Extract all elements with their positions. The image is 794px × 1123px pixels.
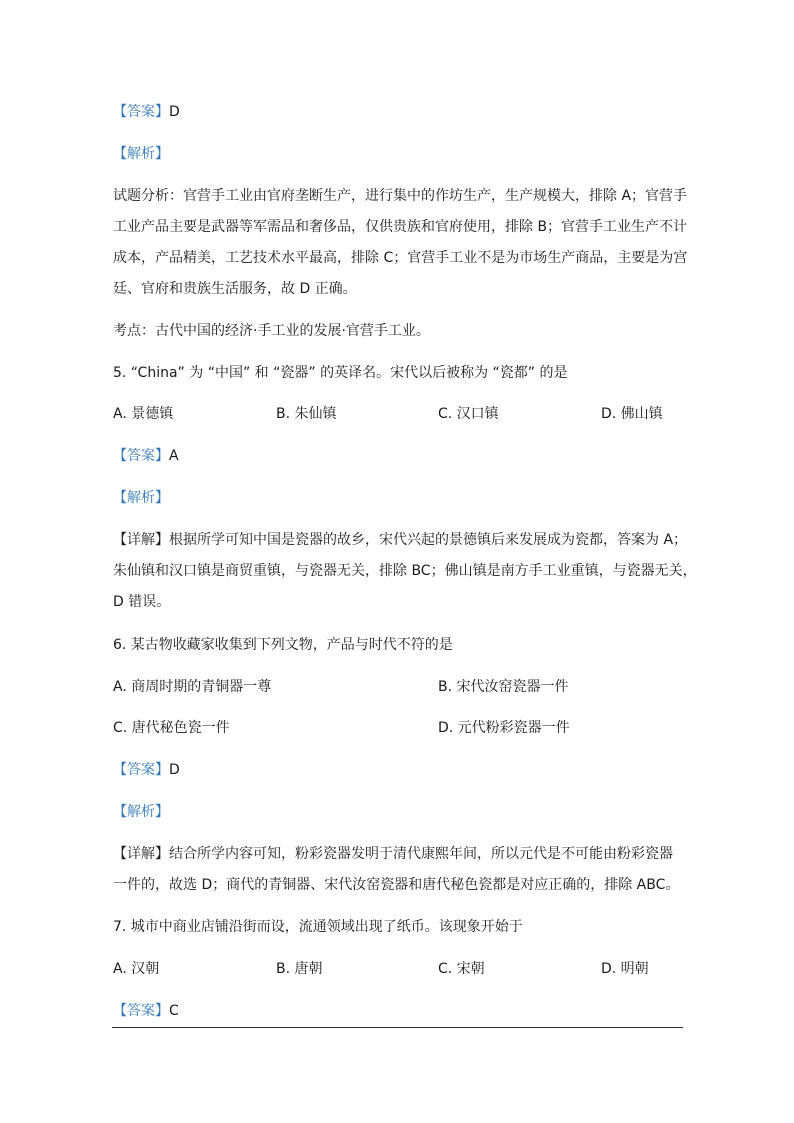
q5-stem: 5. “China” 为 “中国” 和 “瓷器” 的英译名。宋代以后被称为 “瓷都” 的是 <box>113 365 568 381</box>
q4-analysis-line: 试题分析：官营手工业由官府垄断生产，进行集中的作坊生产，生产规模大，排除 A；官营手 <box>113 188 688 204</box>
q5-answer-line <box>113 446 179 466</box>
q7-answer-line <box>113 1001 179 1021</box>
q6-detail-line: 一件的，故选 D；商代的青铜器、宋代汝窑瓷器和唐代秘色瓷都是对应正确的，排除 ABC。 <box>113 877 680 893</box>
answer-tag: 【答案】 <box>113 448 169 464</box>
q7-option-b: B. 唐朝 <box>276 961 323 977</box>
q4-analysis-line: 成本，产品精美，工艺技术水平最高，排除 C；官营手工业不是为市场生产商品，主要是为宫 <box>113 250 688 266</box>
analysis-tag: 【解析】 <box>113 146 169 162</box>
q6-answer-value: D <box>169 762 180 778</box>
q5-analysis-heading <box>113 488 169 508</box>
q7-stem: 7. 城市中商业店铺沿街而设，流通领域出现了纸币。该现象开始于 <box>113 919 523 935</box>
q5-option-b: B. 朱仙镇 <box>276 406 337 422</box>
answer-tag: 【答案】 <box>113 1003 169 1019</box>
detail-tag: 【详解】 <box>113 846 169 862</box>
q4-answer-line <box>113 102 180 122</box>
q5-option-c: C. 汉口镇 <box>438 406 499 422</box>
q7-option-d: D. 明朝 <box>601 961 649 977</box>
q6-detail-line <box>113 844 673 864</box>
q4-analysis-heading <box>113 144 169 164</box>
q5-answer-value: A <box>169 448 179 464</box>
q6-option-a: A. 商周时期的青铜器一尊 <box>113 679 272 695</box>
analysis-tag: 【解析】 <box>113 804 169 820</box>
q6-option-d: D. 元代粉彩瓷器一件 <box>438 720 570 736</box>
q6-option-b: B. 宋代汝窑瓷器一件 <box>438 679 569 695</box>
answer-tag: 【答案】 <box>113 762 169 778</box>
analysis-tag: 【解析】 <box>113 490 169 506</box>
answer-tag: 【答案】 <box>113 104 169 120</box>
q7-option-a: A. 汉朝 <box>113 961 160 977</box>
footer-divider <box>112 1027 683 1028</box>
q5-option-a: A. 景德镇 <box>113 406 174 422</box>
q5-detail-line: 朱仙镇和汉口镇是商贸重镇，与瓷器无关，排除 BC；佛山镇是南方手工业重镇，与瓷器无关， <box>113 563 697 579</box>
q6-option-c: C. 唐代秘色瓷一件 <box>113 720 230 736</box>
q5-option-d: D. 佛山镇 <box>601 406 663 422</box>
q4-answer-value: D <box>169 104 180 120</box>
q6-stem: 6. 某古物收藏家收集到下列文物，产品与时代不符的是 <box>113 637 453 653</box>
q4-analysis-line: 廷、官府和贵族生活服务，故 D 正确。 <box>113 281 357 297</box>
q6-answer-line <box>113 760 180 780</box>
q7-option-c: C. 宋朝 <box>438 961 485 977</box>
q5-detail-text: 根据所学可知中国是瓷器的故乡，宋代兴起的景德镇后来发展成为瓷都，答案为 A； <box>169 532 688 548</box>
q6-detail-text: 结合所学内容可知，粉彩瓷器发明于清代康熙年间，所以元代是不可能由粉彩瓷器 <box>169 846 673 862</box>
q5-detail-line: D 错误。 <box>113 594 171 610</box>
q7-answer-value: C <box>169 1003 179 1019</box>
q6-analysis-heading <box>113 802 169 822</box>
q5-detail-line <box>113 530 687 550</box>
q4-point: 考点：古代中国的经济·手工业的发展·官营手工业。 <box>113 323 430 339</box>
detail-tag: 【详解】 <box>113 532 169 548</box>
q4-analysis-line: 工业产品主要是武器等军需品和奢侈品，仅供贵族和官府使用，排除 B；官营手工业生产不计 <box>113 219 688 235</box>
